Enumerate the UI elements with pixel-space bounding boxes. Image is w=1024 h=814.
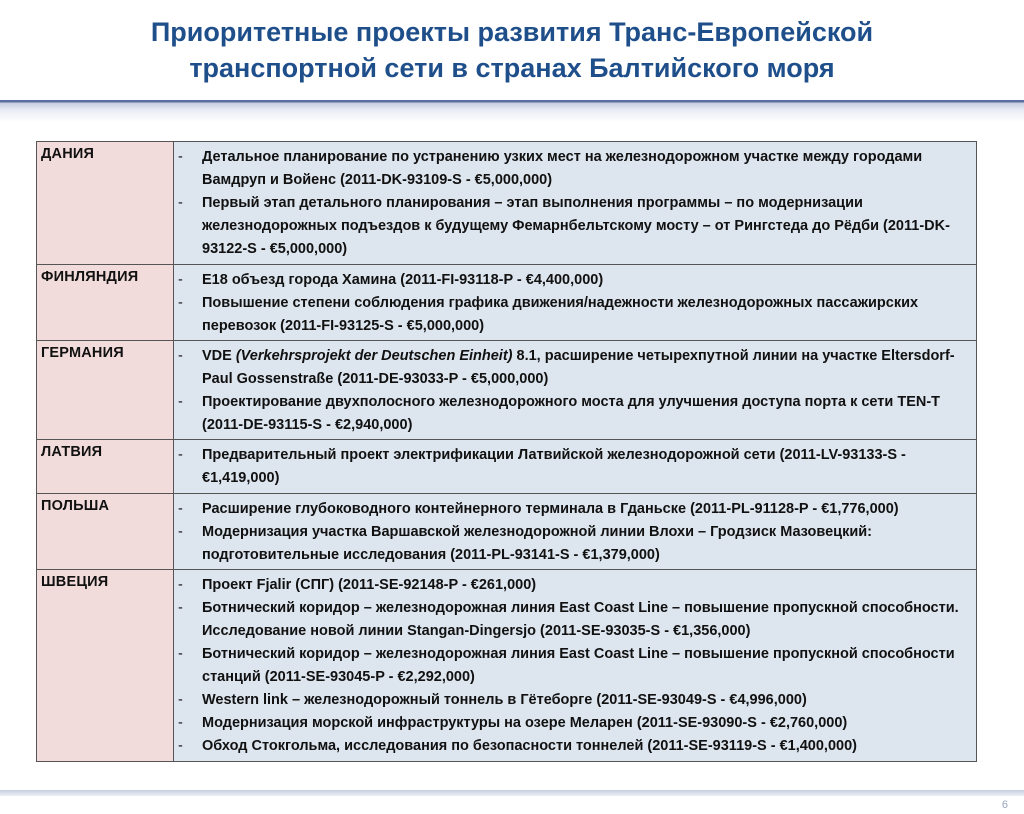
project-item: [178, 521, 966, 567]
country-row: [37, 493, 977, 569]
bullet-dash: -: [178, 149, 183, 165]
country-name: ПОЛЬША: [37, 493, 174, 569]
bullet-dash: -: [178, 577, 183, 594]
project-item: [178, 444, 966, 490]
header-divider: [0, 100, 1024, 122]
bullet-dash: -: [178, 393, 183, 410]
country-row: [37, 440, 977, 493]
project-list: [174, 493, 977, 569]
project-item: [178, 498, 966, 521]
bullet-dash: -: [178, 347, 183, 364]
footer-divider: [0, 790, 1024, 796]
country-row: [37, 142, 977, 265]
project-text: Расширение глубоководного контейнерного терминала в Гданьске (2011-PL-91128-P - €1,776,000): [202, 500, 899, 517]
bullet-dash: -: [178, 447, 183, 464]
project-item: [178, 345, 966, 391]
country-row: [37, 340, 977, 439]
country-name: ЛАТВИЯ: [37, 440, 174, 493]
project-item: [178, 391, 966, 437]
page-number: 6: [1001, 799, 1008, 811]
bullet-dash: -: [178, 715, 183, 732]
project-text: Детальное планирование по устранению узких мест на железнодорожном участке между городами Вамдруп и Войенс (2011-DK-93109-S - €5,000,000): [202, 149, 923, 188]
bullet-dash: -: [178, 294, 183, 311]
project-item: [178, 269, 966, 292]
project-list: [174, 570, 977, 762]
bullet-dash: -: [178, 738, 183, 755]
slide-title: [0, 14, 1024, 86]
project-text: Модернизация участка Варшавской железнодорожной линии Влохи – Гродзиск Мазовецкий: подготовительные исследования (2011-PL-93141-S - €1,379,000): [202, 523, 873, 563]
project-italic-name: (Verkehrsprojekt der Deutschen Einheit): [235, 347, 513, 364]
country-row: [37, 264, 977, 340]
project-list: [174, 340, 977, 439]
country-name: ДАНИЯ: [37, 142, 174, 265]
country-name: ФИНЛЯНДИЯ: [37, 264, 174, 340]
project-item: [178, 689, 966, 712]
projects-table: [36, 141, 977, 762]
project-list: [174, 264, 977, 340]
project-text: Модернизация морской инфраструктуры на озере Меларен (2011-SE-93090-S - €2,760,000): [202, 715, 848, 732]
projects-table-body: [37, 142, 977, 762]
project-item: [178, 146, 966, 192]
project-list: [174, 440, 977, 493]
title-line-2: транспортной сети в странах Балтийского моря: [189, 53, 835, 83]
bullet-dash: -: [178, 523, 183, 540]
project-text: Повышение степени соблюдения графика движения/надежности железнодорожных пассажирских перевозок (2011-FI-93125-S - €5,000,000): [202, 294, 919, 334]
bullet-dash: -: [178, 271, 183, 288]
project-text: E18 объезд города Хамина (2011-FI-93118-P - €4,400,000): [202, 271, 604, 288]
title-line-1: Приоритетные проекты развития Транс-Европейской: [150, 17, 874, 47]
project-text: Ботнический коридор – железнодорожная линия East Coast Line – повышение пропускной способности станций (2011-SE-93045-P - €2,292,000): [202, 646, 955, 686]
project-description: 8.1, расширение четырехпутной линии на участке Eltersdorf-Paul Gossenstraße (2011-DE-93033-P - €5,000,000): [202, 347, 955, 387]
project-item: [178, 643, 966, 689]
project-item: [178, 574, 966, 597]
project-text: Western link – железнодорожный тоннель в Гётеборге (2011-SE-93049-S - €4,996,000): [202, 692, 807, 709]
project-text: Обход Стокгольма, исследования по безопасности тоннелей (2011-SE-93119-S - €1,400,000): [202, 738, 857, 755]
project-item: [178, 292, 966, 338]
country-row: [37, 570, 977, 762]
project-text: Проект Fjalir (СПГ) (2011-SE-92148-P - €261,000): [202, 577, 537, 594]
bullet-dash: -: [178, 646, 183, 663]
project-prefix: VDE: [202, 347, 236, 364]
project-item: [178, 597, 966, 643]
bullet-dash: -: [178, 500, 183, 517]
bullet-dash: -: [178, 692, 183, 709]
project-item: [178, 735, 966, 758]
project-text: Первый этап детального планирования – этап выполнения программы – по модернизации железнодорожных подъездов к будущему Фемарнбельтскому мосту – от Рингстеда до Рёдби (2011-DK-93122-S - €5,000,000): [202, 195, 950, 257]
country-name: ШВЕЦИЯ: [37, 570, 174, 762]
project-text: [202, 345, 966, 391]
project-text: Предварительный проект электрификации Латвийской железнодорожной сети (2011-LV-93133-S - €1,419,000): [202, 447, 906, 487]
project-text: Проектирование двухполосного железнодорожного моста для улучшения доступа порта к сети TEN-T (2011-DE-93115-S - €2,940,000): [202, 393, 941, 433]
project-item: [178, 712, 966, 735]
bullet-dash: -: [178, 600, 183, 617]
project-list: [174, 142, 977, 265]
project-text: Ботнический коридор – железнодорожная линия East Coast Line – повышение пропускной способности. Исследование новой линии Stangan-Dingersjo (2011-SE-93035-S - €1,356,000): [202, 600, 959, 640]
project-item: [178, 192, 966, 261]
country-name: ГЕРМАНИЯ: [37, 340, 174, 439]
bullet-dash: -: [178, 195, 183, 211]
